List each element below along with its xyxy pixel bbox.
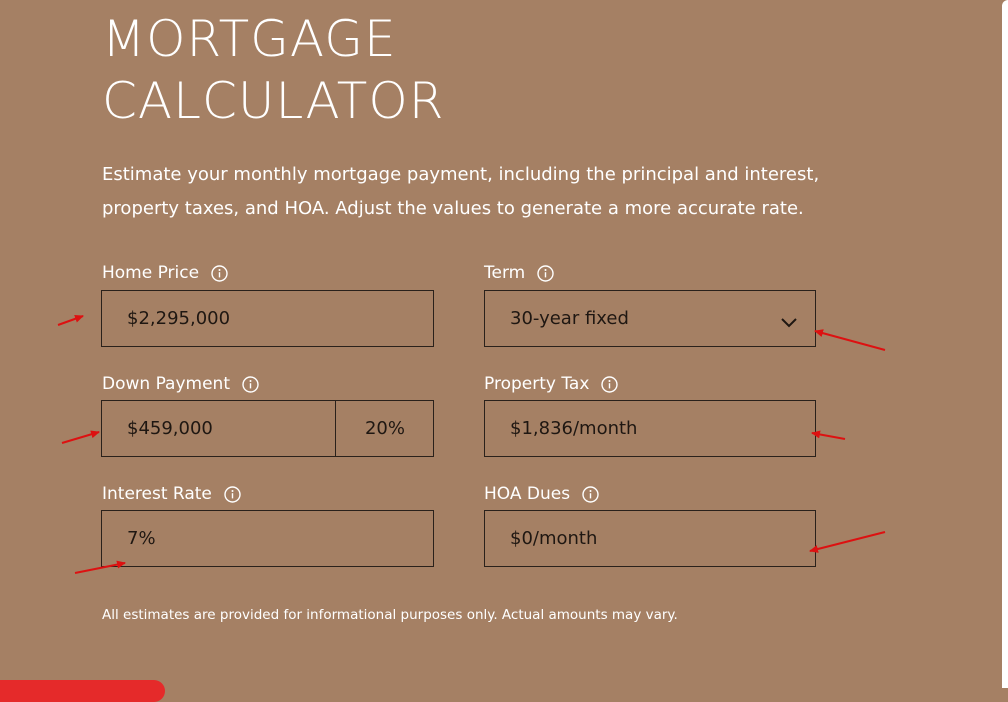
down-payment-amount-input[interactable]: $459,000: [127, 418, 213, 439]
red-arrow: [815, 331, 885, 350]
down-payment-percent-input[interactable]: 20%: [364, 418, 405, 439]
home-price-label-text: Home Price: [102, 263, 200, 283]
red-arrow: [810, 532, 885, 551]
property-tax-label-text: Property Tax: [484, 374, 590, 394]
intro-text: Estimate your monthly mortgage payment, including the principal and interest, property taxes, and HOA. Adjust the values to generate a more accurate rate.: [102, 164, 820, 219]
term-label-text: Term: [484, 263, 526, 283]
property-tax-value: $1,836/month: [510, 418, 638, 439]
red-arrow: [58, 316, 83, 325]
page-title-line2: CALCULATOR: [102, 72, 445, 130]
interest-rate-label-text: Interest Rate: [102, 484, 212, 504]
hoa-dues-label-text: HOA Dues: [484, 484, 571, 504]
hoa-dues-value: $0/month: [510, 528, 598, 549]
interest-rate-value: 7%: [127, 528, 156, 549]
page-title-line1: MORTGAGE: [102, 10, 397, 68]
disclaimer-text: All estimates are provided for informational purposes only. Actual amounts may vary.: [102, 607, 678, 623]
red-arrow: [62, 432, 99, 443]
down-payment-label-text: Down Payment: [102, 374, 230, 394]
red-arrow: [812, 433, 845, 439]
red-arrow: [75, 563, 125, 573]
term-value: 30-year fixed: [510, 308, 629, 329]
home-price-value: $2,295,000: [127, 308, 231, 329]
